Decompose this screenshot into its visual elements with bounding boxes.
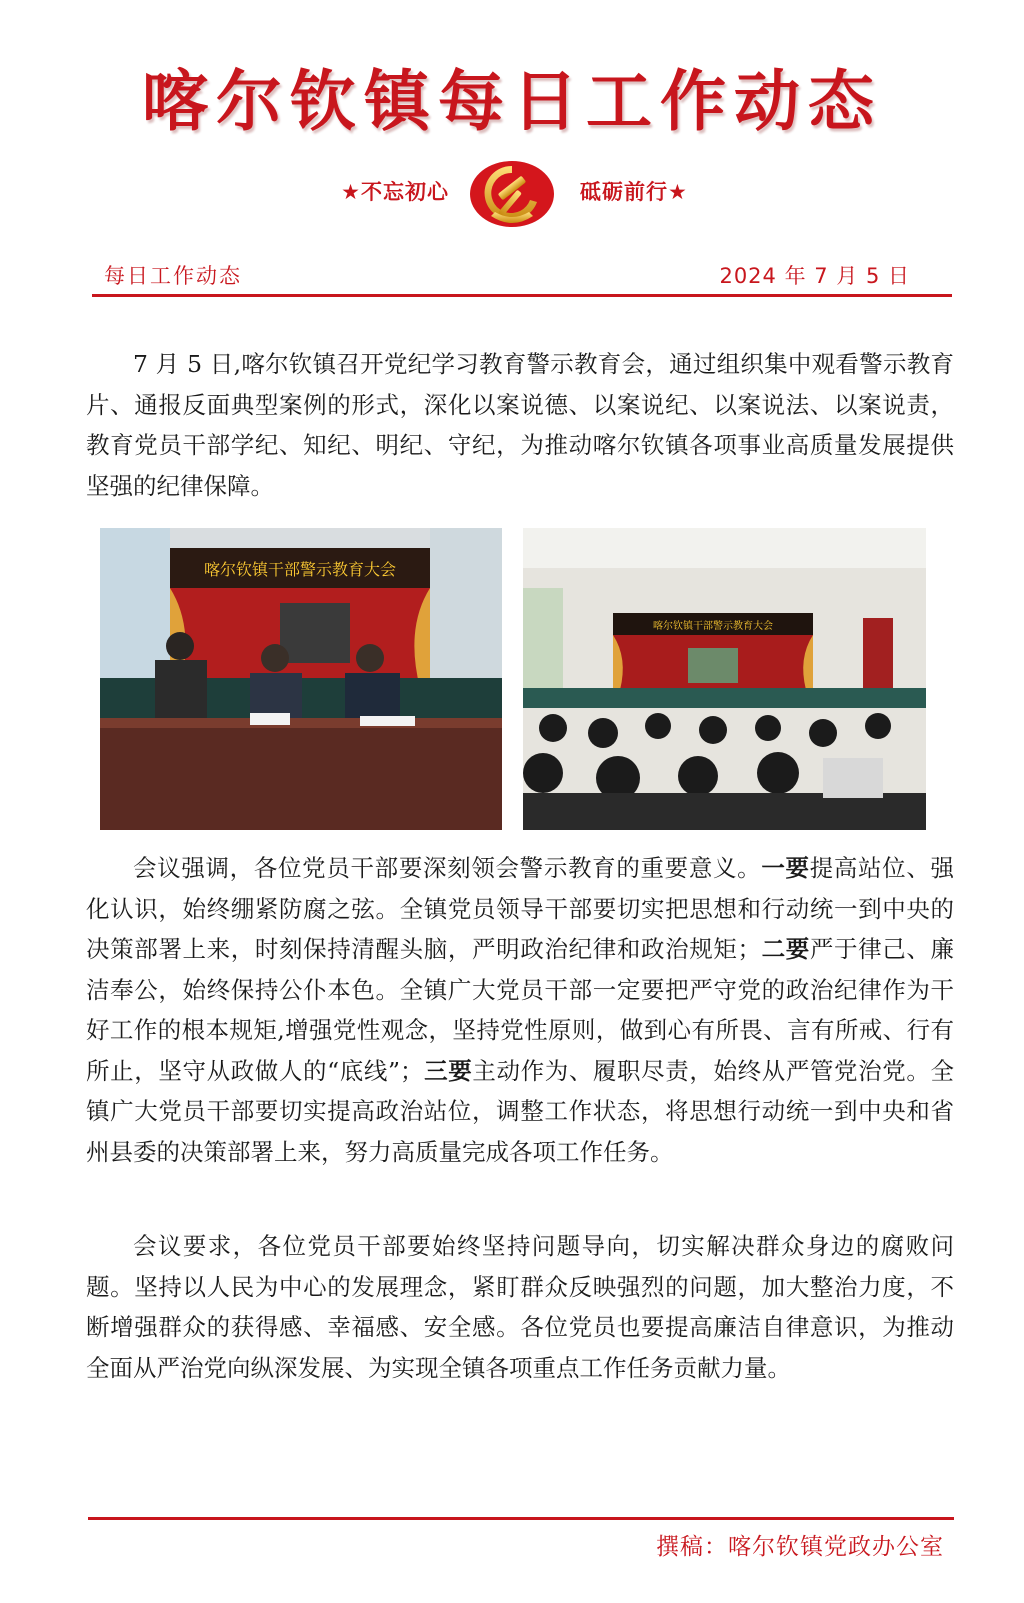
point-two-text: 严于律己、廉洁奉公，始终保持公仆本色。全镇广大党员干部一定要把严守党的政治纪律作为干好工作的根本规矩,增强党性观念，坚持党性原则，做到心有所畏、言有所戒、行有所止，坚守从政做人的“底线”；	[86, 935, 955, 1085]
slogan-left: ★不忘初心	[341, 180, 449, 204]
date-label: 2024 年 7 月 5 日	[719, 264, 910, 288]
paragraph-requirements: 会议要求，各位党员干部要始终坚持问题导向，切实解决群众身边的腐败问题。坚持以人民为中心的发展理念，紧盯群众反映强烈的问题，加大整治力度，不断增强群众的获得感、幸福感、安全感。各位党员也要提高廉洁自律意识，为推动全面从严治党向纵深发展、为实现全镇各项重点工作任务贡献力量。	[86, 1232, 954, 1382]
banner-text-2: 喀尔钦镇干部警示教育大会	[653, 621, 773, 632]
section-label: 每日工作动态	[104, 264, 242, 288]
party-emblem-icon	[467, 158, 557, 228]
meeting-photo-podium	[100, 528, 502, 830]
header-row	[92, 258, 952, 297]
footer-divider	[88, 1517, 954, 1520]
banner-text-1: 喀尔钦镇干部警示教育大会	[203, 560, 397, 579]
paragraph-emphasis-intro: 会议强调，各位党员干部要深刻领会警示教育的重要意义。	[133, 854, 762, 882]
point-three-text: 主动作为、履职尽责，始终从严管党治党。全镇广大党员干部要切实提高政治站位，调整工作状态，将思想行动统一到中央和省州县委的决策部署上来，努力高质量完成各项工作任务。	[86, 1056, 955, 1166]
point-two-label: 二要	[760, 935, 810, 963]
point-three-label: 三要	[423, 1056, 473, 1085]
paragraph-intro: 7 月 5 日,喀尔钦镇召开党纪学习教育警示教育会，通过组织集中观看警示教育片、通报反面典型案例的形式，深化以案说德、以案说纪、以案说法、以案说责，教育党员干部学纪、知纪、明纪、守纪，为推动喀尔钦镇各项事业高质量发展提供坚强的纪律保障。	[86, 350, 954, 500]
point-one-label: 一要	[761, 854, 810, 882]
point-one-text: 提高站位、强化认识，始终绷紧防腐之弦。全镇党员领导干部要切实把思想和行动统一到中央的决策部署上来，时刻保持清醒头脑，严明政治纪律和政治规矩；	[86, 854, 955, 963]
slogan-right: 砥砺前行★	[580, 180, 688, 204]
paragraph-emphasis	[86, 848, 954, 1172]
slogan-row	[0, 158, 1024, 228]
page-title: 喀尔钦镇每日工作动态	[142, 62, 882, 140]
meeting-photo-audience	[523, 528, 926, 830]
footer-author: 撰稿：喀尔钦镇党政办公室	[656, 1534, 944, 1560]
